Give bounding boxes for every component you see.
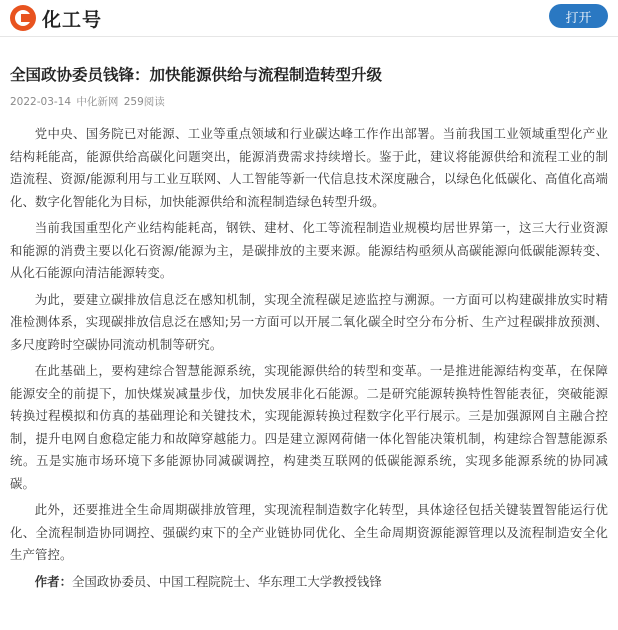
article-paragraph: 此外，还要推进全生命周期碳排放管理，实现流程制造数字化转型，具体途径包括关键装置智能运行优化、全流程制造协同调控、强碳约束下的全产业链协同优化、全生命周期资源能源管理以及流程制造安全化生产管控。 <box>10 502 608 562</box>
app-logo[interactable] <box>10 5 102 31</box>
article-paragraph: 为此，要建立碳排放信息泛在感知机制，实现全流程碳足迹监控与溯源。一方面可以构建碳排放实时精准检测体系，实现碳排放信息泛在感知;另一方面可以开展二氧化碳全时空分布分析、生产过程碳排放预测、多尺度跨时空碳协同流动机制等研究。 <box>10 291 608 352</box>
article-date: 2022-03-14 <box>10 96 72 108</box>
logo-text: 化工号 <box>42 8 103 31</box>
article-meta <box>10 95 167 109</box>
logo-icon <box>10 5 36 31</box>
author-label: 作者： <box>34 573 72 589</box>
article-reads: 259阅读 <box>123 96 165 108</box>
article-title: 全国政协委员钱锋：加快能源供给与流程制造转型升级 <box>10 66 383 84</box>
article-paragraph: 在此基础上，要构建综合智慧能源系统，实现能源供给的转型和变革。一是推进能源结构变革，在保障能源安全的前提下，加快煤炭减量步伐，加快发展非化石能源。二是研究能源转换特性智能表征，突破能源转换过程模拟和仿真的基础理论和关键技术，实现能源转换过程数字化平行展示。三是加强源网自主融合控制，提升电网自愈稳定能力和故障穿越能力。四是建立源网荷储一体化智能决策机制，构建综合智慧能源系统。五是实施市场环境下多能源协同减碳调控，构建类互联网的低碳能源系统，实现多能源系统的协同减碳。 <box>10 363 608 491</box>
article-paragraph: 当前我国重型化产业结构能耗高，钢铁、建材、化工等流程制造业规模均居世界第一，这三大行业资源和能源的消费主要以化石资源/能源为主，是碳排放的主要来源。能源结构亟须从高碳能源向低碳能源转变、从化石能源向清洁能源转变。 <box>10 220 608 280</box>
open-app-button[interactable]: 打开 <box>549 4 608 28</box>
article-source[interactable]: 中化新网 <box>76 96 119 108</box>
article-paragraph: 党中央、国务院已对能源、工业等重点领域和行业碳达峰工作作出部署。当前我国工业领域重型化产业结构耗能高，能源供给高碳化问题突出，能源消费需求持续增长。鉴于此，建议将能源供给和流程工业的制造流程、资源/能源利用与工业互联网、人工智能等新一代信息技术深度融合，以绿色化低碳化、高值化高端化、数字化智能化为目标，加快能源供给和流程制造绿色转型升级。 <box>10 126 608 209</box>
top-bar <box>0 0 618 37</box>
article-author <box>10 571 608 594</box>
article-body <box>10 123 608 593</box>
author-text: 全国政协委员、中国工程院院士、华东理工大学教授钱锋 <box>71 573 382 589</box>
